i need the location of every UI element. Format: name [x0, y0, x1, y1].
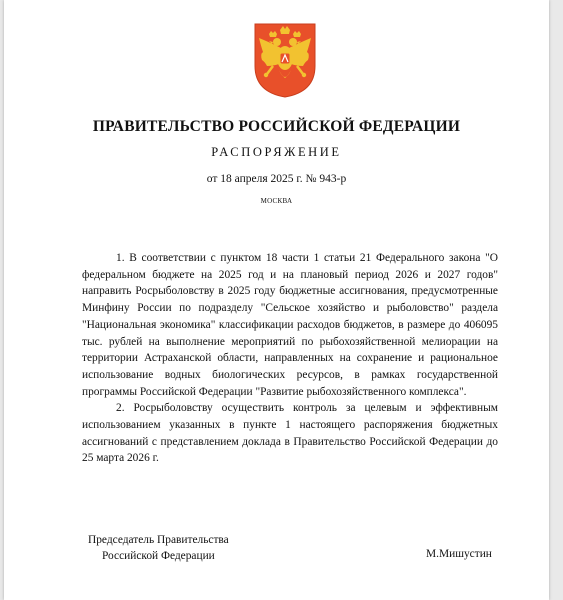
signatory-name: М.Мишустин [426, 548, 492, 560]
document-type: РАСПОРЯЖЕНИЕ [211, 145, 342, 159]
signatory-position-line-1: Председатель Правительства [88, 534, 229, 546]
document-body [82, 250, 498, 467]
government-title: ПРАВИТЕЛЬСТВО РОССИЙСКОЙ ФЕДЕРАЦИИ [92, 118, 461, 135]
russian-coat-of-arms-icon [253, 22, 317, 98]
document-page [4, 0, 549, 600]
document-date-number: от 18 апреля 2025 г. № 943-р [206, 173, 347, 185]
document-city: МОСКВА [260, 197, 293, 205]
paragraph-1: 1. В соответствии с пунктом 18 части 1 статьи 21 Федерального закона "О федеральном бюджете на 2025 год и на плановый период 2026 и 2027 годов" направить Росрыболовству в 2025 году бюджетные ассигнования, предусмотренные Минфину России по подразделу "Сельское хозяйство и рыболовство" раздела "Национальная экономика" классификации расходов бюджетов, в размере до 406095 тыс. рублей на выполнение мероприятий по рыбохозяйственной мелиорации на территории Астраханской области, направленных на сохранение и рациональное использование водных биологических ресурсов, в рамках государственной программы Российской Федерации "Развитие рыбохозяйственного комплекса". [82, 252, 498, 398]
signatory-position-line-2: Российской Федерации [102, 550, 215, 562]
paragraph-2: 2. Росрыболовству осуществить контроль за целевым и эффективным использованием указанных в пункте 1 настоящего распоряжения бюджетных ассигнований с представлением доклада в Правительство Российской Федерации до 25 марта 2026 г. [82, 402, 498, 465]
signatory-position [88, 532, 229, 564]
